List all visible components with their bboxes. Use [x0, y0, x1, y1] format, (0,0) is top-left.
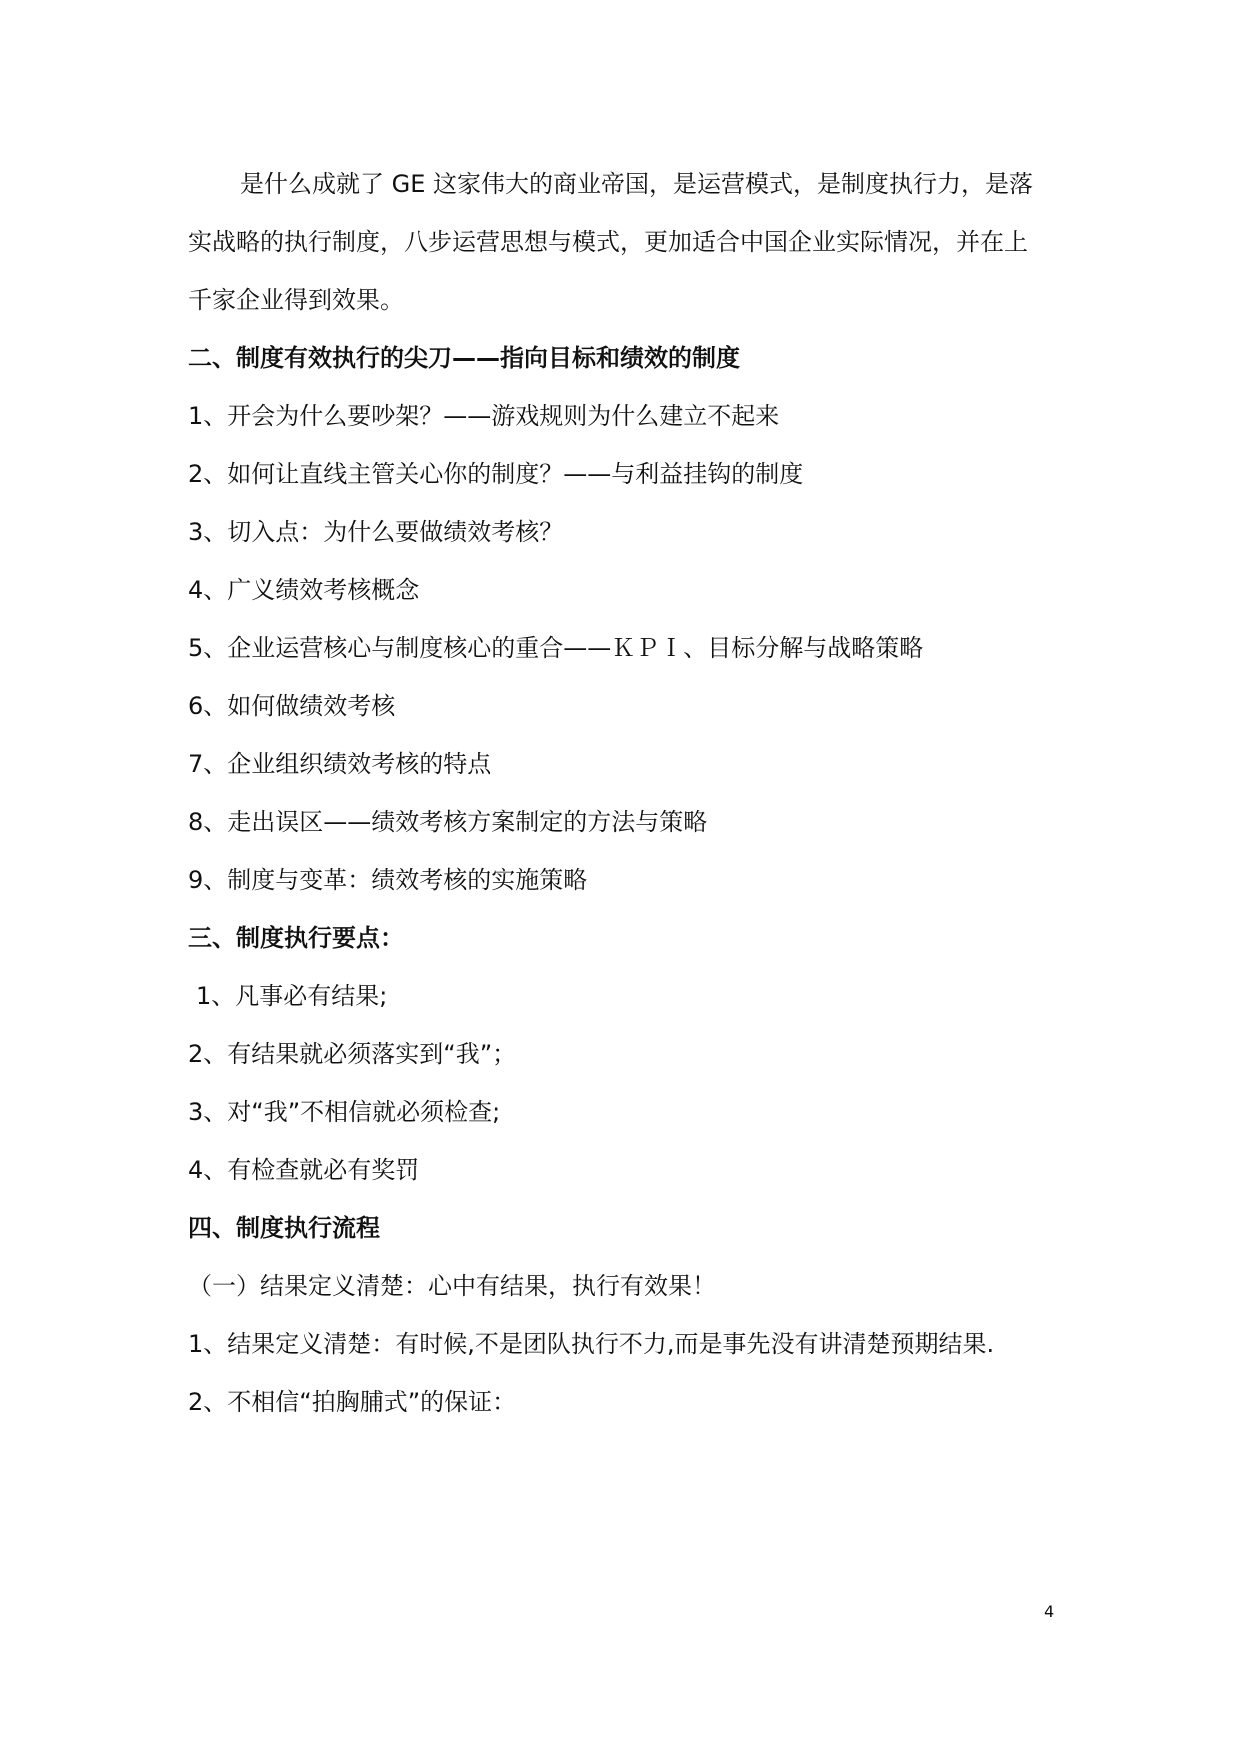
section-2-item-5: 5、企业运营核心与制度核心的重合——ＫＰＩ、目标分解与战略策略 [188, 634, 924, 662]
section-4-item-1: 1、结果定义清楚：有时候,不是团队执行不力,而是事先没有讲清楚预期结果. [188, 1330, 995, 1358]
section-4-subheading: （一）结果定义清楚：心中有结果，执行有效果！ [188, 1272, 716, 1300]
section-2-item-9: 9、制度与变革：绩效考核的实施策略 [188, 866, 588, 894]
section-2-item-4: 4、广义绩效考核概念 [188, 576, 420, 604]
intro-paragraph-line-1: 是什么成就了 GE 这家伟大的商业帝国，是运营模式，是制度执行力，是落 [240, 170, 1034, 198]
section-3-heading: 三、制度执行要点： [188, 924, 404, 952]
section-3-item-3: 3、对“我”不相信就必须检查; [188, 1098, 501, 1126]
section-2-item-8: 8、走出误区——绩效考核方案制定的方法与策略 [188, 808, 708, 836]
section-2-item-2: 2、如何让直线主管关心你的制度？——与利益挂钩的制度 [188, 460, 804, 488]
section-2-heading: 二、制度有效执行的尖刀——指向目标和绩效的制度 [188, 344, 740, 372]
section-2-item-6: 6、如何做绩效考核 [188, 692, 396, 720]
section-2-item-3: 3、切入点：为什么要做绩效考核？ [188, 518, 564, 546]
section-2-item-1: 1、开会为什么要吵架？——游戏规则为什么建立不起来 [188, 402, 780, 430]
section-3-item-4: 4、有检查就必有奖罚 [188, 1156, 420, 1184]
section-3-item-1: 1、凡事必有结果; [196, 982, 388, 1010]
section-3-item-2: 2、有结果就必须落实到“我”； [188, 1040, 517, 1068]
section-2-item-7: 7、企业组织绩效考核的特点 [188, 750, 492, 778]
section-4-item-2: 2、不相信“拍胸脯式”的保证： [188, 1388, 517, 1416]
page-number: 4 [1044, 1602, 1055, 1621]
intro-paragraph-line-3: 千家企业得到效果。 [188, 286, 404, 314]
intro-paragraph-line-2: 实战略的执行制度，八步运营思想与模式，更加适合中国企业实际情况，并在上 [188, 228, 1028, 256]
section-4-heading: 四、制度执行流程 [188, 1214, 380, 1242]
